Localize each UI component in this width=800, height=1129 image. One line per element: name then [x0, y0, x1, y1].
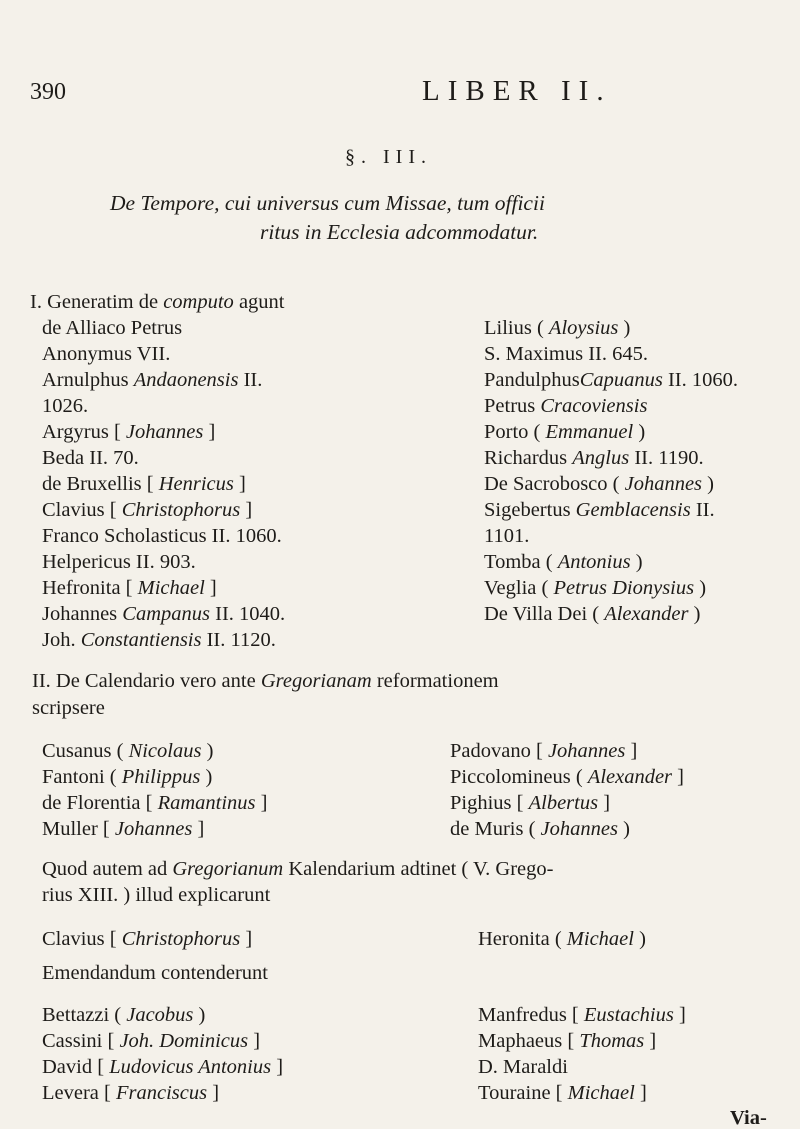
section-number: §. III.	[345, 146, 432, 168]
author-entry	[484, 578, 706, 599]
calendario-intro-line-2	[32, 697, 105, 720]
text-segment: Emendandum contenderunt	[42, 962, 269, 984]
text-segment: Sigebertus	[484, 499, 576, 521]
italic-text: Christophorus	[121, 928, 241, 950]
text-segment: II.	[690, 499, 715, 521]
text-segment: ]	[255, 792, 268, 814]
text-segment: S. Maximus II. 645.	[484, 343, 648, 365]
italic-text: Michael	[566, 928, 634, 950]
italic-text: Michael	[567, 1082, 635, 1104]
text-segment: Manfredus [	[478, 1004, 584, 1026]
author-entry	[484, 448, 704, 469]
text-segment: Tomba (	[484, 551, 558, 573]
author-entry	[42, 1031, 260, 1052]
text-segment: Cusanus (	[42, 740, 129, 762]
text-segment: de Alliaco Petrus	[42, 317, 183, 339]
text-segment: Helpericus II. 903.	[42, 551, 196, 573]
author-entry	[484, 526, 529, 547]
author-entry	[484, 474, 714, 495]
gregorianum-intro-line-2	[42, 884, 270, 907]
author-entry	[42, 318, 182, 339]
italic-text: Andaonensis	[133, 369, 239, 391]
text-segment: Porto (	[484, 421, 546, 443]
text-segment: Veglia (	[484, 577, 554, 599]
author-entry	[478, 1083, 647, 1104]
author-entry	[42, 1005, 205, 1026]
text-segment: Piccolomineus (	[450, 766, 588, 788]
italic-text: Johannes	[114, 818, 193, 840]
section-title-line-2: ritus in Ecclesia adcommodatur.	[260, 220, 539, 244]
italic-text: Eustachius	[583, 1004, 674, 1026]
author-entry	[478, 1005, 686, 1026]
italic-text: Johannes	[624, 473, 703, 495]
italic-text: Johannes	[540, 818, 618, 840]
italic-text: computo	[163, 291, 234, 313]
text-segment: )	[633, 421, 646, 443]
italic-text: Aloysius	[548, 317, 619, 339]
text-segment: Padovano [	[450, 740, 548, 762]
author-entry	[484, 422, 645, 443]
text-segment: )	[201, 740, 214, 762]
italic-text: Alexander	[587, 766, 673, 788]
text-segment: de Florentia [	[42, 792, 158, 814]
catchword: Via-	[730, 1107, 767, 1129]
text-segment: Pighius [	[450, 792, 529, 814]
text-segment: ]	[672, 766, 684, 788]
author-entry	[42, 370, 262, 391]
italic-text: Joh. Dominicus	[119, 1030, 249, 1052]
italic-text: Albertus	[528, 792, 599, 814]
text-segment: II.	[238, 369, 263, 391]
text-segment: ]	[203, 421, 216, 443]
author-entry	[484, 604, 700, 625]
running-head: LIBER II.	[422, 75, 612, 107]
text-segment: rius XIII. ) illud explicarunt	[42, 884, 271, 906]
author-entry	[450, 741, 637, 762]
italic-text: Antonius	[557, 551, 631, 573]
text-segment: )	[617, 818, 630, 840]
page-number: 390	[30, 79, 66, 105]
text-segment: )	[193, 1004, 206, 1026]
text-segment: Cassini [	[42, 1030, 120, 1052]
italic-text: Gregorianam	[260, 670, 372, 692]
text-segment: ]	[625, 740, 638, 762]
text-segment: )	[633, 928, 646, 950]
text-segment: Pandulphus	[484, 369, 580, 391]
italic-text: Petrus Dionysius	[553, 577, 695, 599]
text-segment: Levera [	[42, 1082, 116, 1104]
text-segment: II. De Calendario vero ante	[32, 670, 261, 692]
author-entry	[42, 630, 276, 651]
italic-text: Thomas	[579, 1030, 645, 1052]
text-segment: ]	[248, 1030, 261, 1052]
text-segment: Clavius [	[42, 499, 122, 521]
italic-text: Johannes	[125, 421, 204, 443]
text-segment: )	[694, 577, 707, 599]
text-segment: 1101.	[484, 525, 530, 547]
text-segment: Hefronita [	[42, 577, 138, 599]
author-entry	[484, 500, 715, 521]
text-segment: Petrus	[484, 395, 541, 417]
italic-text: Christophorus	[121, 499, 241, 521]
text-segment: Richardus	[484, 447, 573, 469]
text-segment: )	[630, 551, 643, 573]
author-entry	[42, 500, 252, 521]
text-segment: Heronita (	[478, 928, 567, 950]
text-segment: de Bruxellis [	[42, 473, 159, 495]
author-entry	[42, 474, 246, 495]
author-entry	[484, 396, 647, 417]
author-entry	[42, 526, 282, 547]
text-segment: II. 1120.	[201, 629, 276, 651]
text-segment: ]	[207, 1082, 220, 1104]
author-entry	[450, 819, 630, 840]
author-entry	[42, 767, 212, 788]
text-segment: )	[702, 473, 714, 495]
italic-text: Michael	[137, 577, 205, 599]
calendario-intro-line-1	[32, 670, 499, 693]
author-entry	[42, 819, 204, 840]
text-segment: Argyrus [	[42, 421, 126, 443]
author-entry	[42, 741, 213, 762]
text-segment: ]	[192, 818, 205, 840]
text-segment: ]	[644, 1030, 657, 1052]
text-segment: II. 1040.	[210, 603, 286, 625]
text-segment: ]	[240, 928, 253, 950]
computo-intro	[30, 291, 284, 314]
italic-text: Jacobus	[126, 1004, 194, 1026]
italic-text: Franciscus	[115, 1082, 208, 1104]
text-segment: ]	[634, 1082, 647, 1104]
text-segment: ]	[271, 1056, 284, 1078]
author-entry	[450, 793, 610, 814]
text-segment: scripsere	[32, 697, 105, 719]
text-segment: Clavius [	[42, 928, 122, 950]
text-segment: )	[618, 317, 631, 339]
text-segment: D. Maraldi	[478, 1056, 568, 1078]
text-segment: II. 1190.	[629, 447, 704, 469]
italic-text: Campanus	[122, 603, 210, 625]
author-entry	[478, 929, 646, 950]
author-entry	[42, 422, 215, 443]
text-segment: 1026.	[42, 395, 89, 417]
author-entry	[42, 1083, 219, 1104]
author-entry	[484, 344, 648, 365]
italic-text: Johannes	[547, 740, 626, 762]
author-entry	[42, 396, 88, 417]
text-segment: Touraine [	[478, 1082, 568, 1104]
author-entry	[478, 1057, 568, 1078]
text-segment: Joh.	[42, 629, 81, 651]
italic-text: Ludovicus Antonius	[109, 1056, 272, 1078]
italic-text: Alexander	[604, 603, 689, 625]
author-entry	[484, 370, 738, 391]
italic-text: Anglus	[572, 447, 630, 469]
text-segment: Lilius (	[484, 317, 549, 339]
author-entry	[42, 793, 267, 814]
text-segment: ]	[598, 792, 611, 814]
text-segment: ]	[233, 473, 246, 495]
italic-text: Henricus	[158, 473, 234, 495]
text-segment: Maphaeus [	[478, 1030, 580, 1052]
author-entry	[484, 318, 630, 339]
text-segment: Anonymus VII.	[42, 343, 171, 365]
author-entry	[478, 1031, 656, 1052]
italic-text: Constantiensis	[80, 629, 202, 651]
text-segment: De Sacrobosco (	[484, 473, 625, 495]
italic-text: Gemblacensis	[575, 499, 691, 521]
text-segment: II. 1060.	[662, 369, 738, 391]
gregorianum-intro-line-1	[42, 858, 553, 881]
text-segment: ]	[673, 1004, 686, 1026]
italic-text: Gregorianum	[172, 858, 284, 880]
text-segment: David [	[42, 1056, 110, 1078]
text-segment: Franco Scholasticus II. 1060.	[42, 525, 282, 547]
text-segment: Quod autem ad	[42, 858, 173, 880]
author-entry	[484, 552, 643, 573]
italic-text: Philippus	[121, 766, 201, 788]
italic-text: Nicolaus	[128, 740, 202, 762]
text-segment: ]	[204, 577, 217, 599]
emendandum-heading	[42, 962, 268, 985]
text-segment: Bettazzi (	[42, 1004, 127, 1026]
text-segment: De Villa Dei (	[484, 603, 605, 625]
text-segment: Beda II. 70.	[42, 447, 139, 469]
author-entry	[42, 578, 217, 599]
text-segment: Fantoni (	[42, 766, 122, 788]
author-entry	[42, 1057, 283, 1078]
text-segment: ]	[240, 499, 253, 521]
author-entry	[42, 448, 139, 469]
text-segment: )	[200, 766, 213, 788]
author-entry	[450, 767, 684, 788]
author-entry	[42, 552, 196, 573]
italic-text: Ramantinus	[157, 792, 256, 814]
text-segment: Muller [	[42, 818, 115, 840]
author-entry	[42, 929, 252, 950]
author-entry	[42, 344, 170, 365]
text-segment: Kalendarium adtinet ( V. Grego-	[283, 858, 554, 880]
text-segment: agunt	[233, 291, 285, 313]
italic-text: Cracoviensis	[540, 395, 648, 417]
text-segment: Arnulphus	[42, 369, 134, 391]
text-segment: reformationem	[371, 670, 499, 692]
text-segment: )	[688, 603, 701, 625]
author-entry	[42, 604, 285, 625]
italic-text: Emmanuel	[545, 421, 634, 443]
section-title-line-1: De Tempore, cui universus cum Missae, tum officii	[110, 191, 545, 215]
italic-text: Capuanus	[579, 369, 663, 391]
text-segment: Johannes	[42, 603, 123, 625]
text-segment: I. Generatim de	[30, 291, 164, 313]
text-segment: de Muris (	[450, 818, 541, 840]
